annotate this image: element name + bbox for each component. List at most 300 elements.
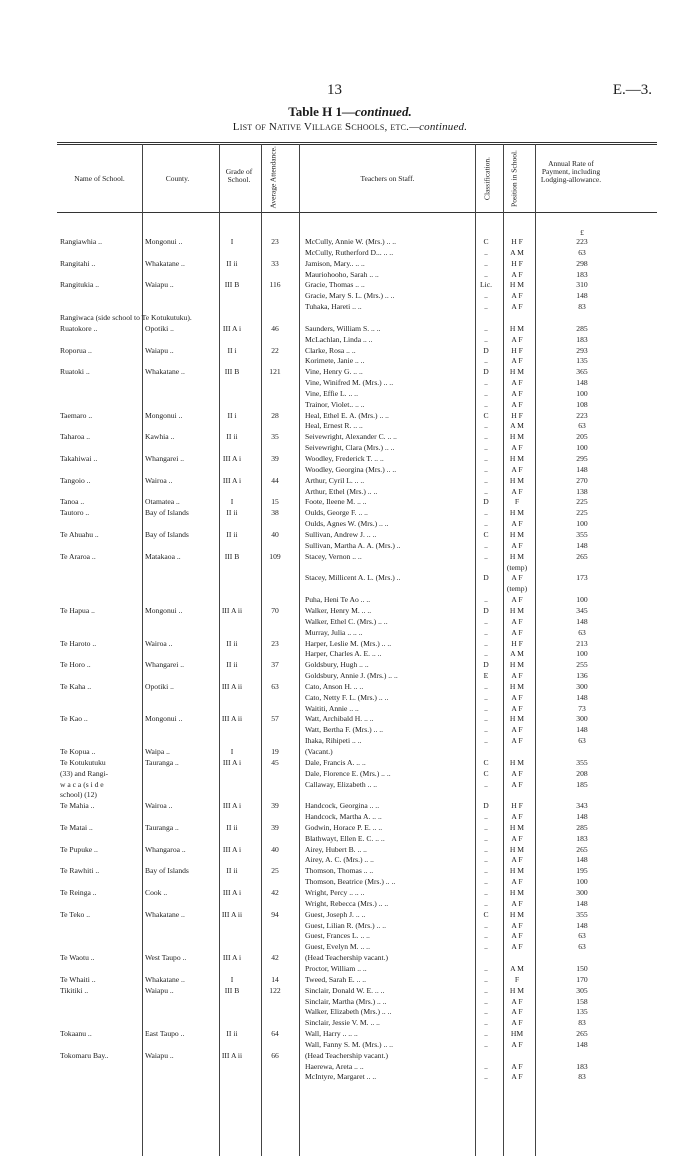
position: A F <box>511 486 523 496</box>
average-attendance: 44 <box>271 475 279 485</box>
table-row <box>57 606 657 615</box>
teacher-name: Wright, Percy .. .. .. <box>305 888 365 897</box>
school-name: Te Kao .. <box>60 714 88 724</box>
pay-unit: £ <box>580 228 584 237</box>
teacher-name: Seivewright, Alexander C. .. .. <box>305 432 397 442</box>
average-attendance: 94 <box>271 909 279 919</box>
teacher-name: Vine, Henry G. .. .. <box>305 367 363 377</box>
position: A M <box>510 963 524 973</box>
annual-payment: 183 <box>576 334 588 344</box>
teacher-name: Woodley, Frederick T. .. .. <box>305 454 384 463</box>
table-row <box>57 335 657 344</box>
school-name: Tautoro .. <box>60 508 90 518</box>
table-row <box>57 324 657 333</box>
school-name: Ruatoki .. <box>60 367 90 377</box>
grade: III A ii <box>221 714 243 724</box>
annual-payment: 135 <box>576 356 588 366</box>
position: H M <box>509 454 525 463</box>
table-row <box>57 964 657 973</box>
position: A F <box>511 920 523 930</box>
classification: .. <box>484 378 488 387</box>
county: Tauranga .. <box>145 822 179 832</box>
position: A F <box>511 1072 523 1082</box>
annual-payment: 225 <box>576 497 588 507</box>
position: A F <box>511 898 523 908</box>
classification: .. <box>484 703 488 713</box>
school-name: Taharoa .. <box>60 432 91 442</box>
classification: .. <box>484 877 488 887</box>
table-row <box>57 530 657 539</box>
teacher-name: Gracie, Mary S. L. (Mrs.) .. .. <box>305 291 395 301</box>
teacher-name: Airey, Hubert B. .. .. <box>305 844 367 854</box>
table-row <box>57 975 657 984</box>
annual-payment: 83 <box>578 1018 586 1028</box>
annual-payment: 185 <box>576 779 588 789</box>
table-row <box>57 682 657 691</box>
school-name: Taemaro .. <box>60 410 93 420</box>
classification: .. <box>484 302 488 312</box>
annual-payment: 265 <box>576 844 588 854</box>
position: A F <box>511 736 523 746</box>
grade: II ii <box>226 258 238 268</box>
annual-payment: 223 <box>576 237 588 246</box>
table-row <box>57 780 657 789</box>
teacher-name: Wall, Harry .. .. .. <box>305 1029 358 1038</box>
table-top-rule <box>57 142 657 143</box>
position: A F <box>511 692 523 702</box>
annual-payment: 300 <box>576 714 588 724</box>
teacher-name: Sinclair, Jessie V. M. .. .. <box>305 1018 380 1028</box>
classification: D <box>483 367 489 377</box>
annual-payment: 285 <box>576 323 588 333</box>
position: A F <box>511 464 523 474</box>
grade: III A ii <box>221 681 243 691</box>
classification: .. <box>484 443 488 453</box>
table-row <box>57 845 657 854</box>
page-number: 13 <box>327 82 342 98</box>
grade: III B <box>224 985 240 995</box>
classification: .. <box>484 714 488 724</box>
annual-payment: 100 <box>576 388 588 398</box>
classification: C <box>483 530 489 539</box>
teacher-name: Arthur, Cyril L. .. .. <box>305 475 365 485</box>
classification: .. <box>484 356 488 366</box>
grade: I <box>230 497 234 507</box>
annual-payment: 158 <box>576 996 588 1006</box>
position: H M <box>509 323 525 333</box>
teacher-name: Guest, Evelyn M. .. .. <box>305 942 370 952</box>
classification: .. <box>484 963 488 973</box>
school-name: Te Reinga .. <box>60 888 97 897</box>
school-name: Tanoa .. <box>60 497 85 507</box>
position: (temp) <box>506 584 528 594</box>
county: Waiapu .. <box>145 345 174 355</box>
teacher-name: Sinclair, Martha (Mrs.) .. .. <box>305 996 387 1006</box>
classification: .. <box>484 692 488 702</box>
classification: .. <box>484 595 488 604</box>
school-name: Tangoio .. <box>60 475 91 485</box>
grade: II i <box>227 410 237 420</box>
classification: .. <box>484 258 488 268</box>
annual-payment: 63 <box>578 931 586 941</box>
annual-payment: 183 <box>576 1061 588 1071</box>
county: Opotiki .. <box>145 681 174 691</box>
table-row <box>57 378 657 387</box>
header-attendance: Average Attendance. <box>268 146 278 209</box>
school-name: school) (12) <box>60 790 97 800</box>
table-row <box>57 888 657 897</box>
school-name: Te Araroa .. <box>60 551 96 561</box>
school-name: Te Waotu .. <box>60 953 95 963</box>
annual-payment: 138 <box>576 486 588 496</box>
table-row <box>57 1062 657 1071</box>
average-attendance: 57 <box>271 714 279 724</box>
annual-payment: 100 <box>576 649 588 659</box>
teacher-name: Clarke, Rosa .. .. <box>305 345 356 355</box>
school-name: Tokaanu .. <box>60 1029 92 1038</box>
annual-payment: 285 <box>576 822 588 832</box>
teacher-name: Murray, Julia .. .. .. <box>305 627 363 637</box>
teacher-name: Ihaka, Rihipeti .. .. <box>305 736 362 746</box>
grade: III A ii <box>221 909 243 919</box>
grade: II ii <box>226 638 238 648</box>
classification: C <box>483 410 489 420</box>
teacher-name: Guest, Frances L. .. .. <box>305 931 370 941</box>
annual-payment: 63 <box>578 942 586 952</box>
teacher-name: McLachlan, Linda .. .. <box>305 334 373 344</box>
school-name: Te Haroto .. <box>60 638 97 648</box>
grade: I <box>230 237 234 246</box>
header-position: Position in School. <box>509 150 519 207</box>
grade: I <box>230 747 234 756</box>
grade: II ii <box>226 1029 238 1038</box>
position: H M <box>509 985 525 995</box>
teacher-name: McCully, Rutherford D... .. .. <box>305 247 394 257</box>
annual-payment: 100 <box>576 595 588 604</box>
county: Mongonui .. <box>145 410 183 420</box>
position: H F <box>511 237 523 246</box>
annual-payment: 100 <box>576 519 588 529</box>
teacher-name: Oulds, George F. .. .. <box>305 508 368 518</box>
position: A F <box>511 1061 523 1071</box>
classification: .. <box>484 323 488 333</box>
grade: III A ii <box>221 605 243 615</box>
table-row <box>57 1072 657 1081</box>
table-row <box>57 877 657 886</box>
school-name: Tokomaru Bay.. <box>60 1050 109 1060</box>
teacher-name: McCully, Annie W. (Mrs.) .. .. <box>305 237 397 246</box>
annual-payment: 148 <box>576 1039 588 1049</box>
annual-payment: 170 <box>576 974 588 984</box>
table-row <box>57 1007 657 1016</box>
table-row <box>57 671 657 680</box>
position: F <box>514 974 520 984</box>
school-name: Te Mahia .. <box>60 801 95 811</box>
classification: .. <box>484 432 488 442</box>
position: H M <box>509 367 525 377</box>
table-row <box>57 714 657 723</box>
position: A F <box>511 627 523 637</box>
teacher-name: Blathwayt, Ellen E. C. .. .. <box>305 833 385 843</box>
table-subtitle <box>0 121 700 133</box>
annual-payment: 148 <box>576 378 588 387</box>
county: Whakatane .. <box>145 974 185 984</box>
table-row <box>57 617 657 626</box>
annual-payment: 225 <box>576 508 588 518</box>
annual-payment: 148 <box>576 812 588 821</box>
table-row <box>57 931 657 940</box>
table-row <box>57 270 657 279</box>
annual-payment: 148 <box>576 291 588 301</box>
position: H M <box>509 757 525 767</box>
classification: .. <box>484 833 488 843</box>
teacher-name: Dale, Florence E. (Mrs.) .. .. <box>305 768 391 778</box>
school-name: Te Kotukutuku <box>60 757 106 767</box>
annual-payment: 270 <box>576 475 588 485</box>
position: F <box>514 497 520 507</box>
classification: .. <box>484 812 488 821</box>
teacher-name: (Vacant.) <box>305 747 333 756</box>
header-grade: Grade of School. <box>225 167 253 184</box>
annual-payment: 136 <box>576 671 588 680</box>
classification: .. <box>484 475 488 485</box>
position: H F <box>511 410 523 420</box>
classification: .. <box>484 1039 488 1049</box>
average-attendance: 122 <box>269 985 281 995</box>
county: Whakatane .. <box>145 909 185 919</box>
position: A F <box>511 573 523 583</box>
classification: D <box>483 573 489 583</box>
school-name: Roporua .. <box>60 345 92 355</box>
teacher-name: Cato, Netty F. L. (Mrs.) .. .. <box>305 692 389 702</box>
classification: C <box>483 757 489 767</box>
table-row <box>57 476 657 485</box>
annual-payment: 265 <box>576 1029 588 1038</box>
annual-payment: 355 <box>576 757 588 767</box>
position: H M <box>509 714 525 724</box>
header-school: Name of School. <box>74 174 125 183</box>
average-attendance: 42 <box>271 953 279 963</box>
school-name: (33) and Rangi- <box>60 768 109 778</box>
position: HM <box>510 1029 524 1038</box>
classification: .. <box>484 454 488 463</box>
classification: .. <box>484 931 488 941</box>
position: A F <box>511 616 523 626</box>
annual-payment: 135 <box>576 1007 588 1017</box>
county: Whangarei .. <box>145 660 185 670</box>
table-row <box>57 519 657 528</box>
classification: .. <box>484 540 488 550</box>
annual-payment: 148 <box>576 540 588 550</box>
classification: .. <box>484 888 488 897</box>
classification: .. <box>484 508 488 518</box>
county: Otamatea .. <box>145 497 180 507</box>
average-attendance: 121 <box>269 367 281 377</box>
county: Matakaoa .. <box>145 551 181 561</box>
teacher-name: Haerewa, Areta .. .. <box>305 1061 364 1071</box>
position: A F <box>511 1007 523 1017</box>
grade: III B <box>224 551 240 561</box>
table-row <box>57 1018 657 1027</box>
position: A F <box>511 519 523 529</box>
classification: .. <box>484 1007 488 1017</box>
teacher-name: Sinclair, Donald W. E. .. .. <box>305 985 385 995</box>
teacher-name: Airey, A. C. (Mrs.) .. .. <box>305 855 374 865</box>
annual-payment: 100 <box>576 443 588 453</box>
table-row <box>57 237 657 246</box>
table-row <box>57 1051 657 1060</box>
table-row <box>57 497 657 506</box>
average-attendance: 109 <box>269 551 281 561</box>
table-row <box>57 812 657 821</box>
table-row <box>57 801 657 810</box>
annual-payment: 255 <box>576 660 588 670</box>
grade: III A i <box>222 888 242 897</box>
table-row <box>57 563 657 572</box>
annual-payment: 148 <box>576 898 588 908</box>
table-row <box>57 508 657 517</box>
annual-payment: 183 <box>576 833 588 843</box>
position: A F <box>511 833 523 843</box>
teacher-name: Vine, Effie L. .. .. <box>305 388 358 398</box>
teacher-name: Watt, Archibald H. .. .. <box>305 714 374 724</box>
teacher-name: Wright, Rebecca (Mrs.) .. .. <box>305 898 389 908</box>
county: Mongonui .. <box>145 714 183 724</box>
position: A M <box>510 649 524 659</box>
grade: II ii <box>226 660 238 670</box>
school-name: Te Hapua .. <box>60 605 95 615</box>
teacher-name: Gracie, Thomas .. .. <box>305 280 365 290</box>
school-name: Te Matai .. <box>60 822 93 832</box>
annual-payment: 63 <box>578 736 586 746</box>
table-row <box>57 1029 657 1038</box>
teacher-name: Handcock, Georgina .. .. <box>305 801 380 811</box>
teacher-name: Sullivan, Martha A. A. (Mrs.) .. <box>305 540 401 550</box>
table-row <box>57 769 657 778</box>
annual-payment: 345 <box>576 605 588 615</box>
grade: II ii <box>226 866 238 876</box>
classification: .. <box>484 638 488 648</box>
grade: III A i <box>222 953 242 963</box>
position: A F <box>511 302 523 312</box>
teacher-name: Jamison, Mary.. .. .. <box>305 258 365 268</box>
teacher-name: Walker, Elizabeth (Mrs.) .. .. <box>305 1007 392 1017</box>
teacher-name: Saunders, William S. .. .. <box>305 323 381 333</box>
table-row <box>57 465 657 474</box>
teacher-name: Seivewright, Clara (Mrs.) .. .. <box>305 443 395 453</box>
school-name: Te Teko .. <box>60 909 91 919</box>
table-row <box>57 997 657 1006</box>
position: H M <box>509 681 525 691</box>
average-attendance: 116 <box>269 280 281 290</box>
position: A F <box>511 779 523 789</box>
position: H M <box>509 866 525 876</box>
average-attendance: 14 <box>271 974 279 984</box>
table-row <box>57 248 657 257</box>
teacher-name: Walker, Henry M. .. .. <box>305 605 372 615</box>
classification: .. <box>484 974 488 984</box>
school-name: Rangitukia .. <box>60 280 100 290</box>
annual-payment: 343 <box>576 801 588 811</box>
county: Whakatane .. <box>145 258 185 268</box>
average-attendance: 63 <box>271 681 279 691</box>
annual-payment: 205 <box>576 432 588 442</box>
county: Waipa .. <box>145 747 170 756</box>
position: A F <box>511 334 523 344</box>
classification: D <box>483 345 489 355</box>
table-row <box>57 725 657 734</box>
annual-payment: 293 <box>576 345 588 355</box>
table-row <box>57 389 657 398</box>
annual-payment: 183 <box>576 269 588 279</box>
teacher-name: Vine, Winifred M. (Mrs.) .. .. <box>305 378 394 387</box>
county: Wairoa .. <box>145 475 173 485</box>
classification: .. <box>484 551 488 561</box>
table-row <box>57 649 657 658</box>
average-attendance: 35 <box>271 432 279 442</box>
annual-payment: 148 <box>576 692 588 702</box>
average-attendance: 64 <box>271 1029 279 1038</box>
table-row <box>57 313 657 322</box>
annual-payment: 148 <box>576 920 588 930</box>
county: Mongonui .. <box>145 237 183 246</box>
annual-payment: 365 <box>576 367 588 377</box>
teacher-name: Heal, Ethel E. A. (Mrs.) .. .. <box>305 410 389 420</box>
position: H F <box>511 345 523 355</box>
classification: .. <box>484 779 488 789</box>
table-row <box>57 942 657 951</box>
position: A F <box>511 443 523 453</box>
average-attendance: 39 <box>271 454 279 463</box>
average-attendance: 37 <box>271 660 279 670</box>
table-row <box>57 487 657 496</box>
average-attendance: 22 <box>271 345 279 355</box>
annual-payment: 355 <box>576 909 588 919</box>
school-name: Tikitiki .. <box>60 985 89 995</box>
table-row <box>57 552 657 561</box>
average-attendance: 66 <box>271 1050 279 1060</box>
table-row <box>57 660 657 669</box>
grade: III A i <box>222 844 242 854</box>
annual-payment: 300 <box>576 681 588 691</box>
average-attendance: 40 <box>271 844 279 854</box>
county: Opotiki .. <box>145 323 174 333</box>
teacher-name: Woodley, Georgina (Mrs.) .. .. <box>305 464 397 474</box>
classification: .. <box>484 898 488 908</box>
county: Bay of Islands <box>145 508 189 518</box>
position: A F <box>511 399 523 409</box>
school-name: Te Kopua .. <box>60 747 96 756</box>
classification: .. <box>484 996 488 1006</box>
table-row <box>57 573 657 582</box>
header-classification: Classification. <box>482 156 492 201</box>
annual-payment: 208 <box>576 768 588 778</box>
grade: III B <box>224 367 240 377</box>
page-reference: E.—3. <box>612 82 652 98</box>
position: A F <box>511 671 523 680</box>
annual-payment: 150 <box>576 963 588 973</box>
table-row <box>57 834 657 843</box>
table-row <box>57 899 657 908</box>
classification: .. <box>484 920 488 930</box>
school-name: Te Rawhiti .. <box>60 866 100 876</box>
annual-payment: 63 <box>578 421 586 431</box>
classification: .. <box>484 334 488 344</box>
table-row <box>57 421 657 430</box>
table-row <box>57 921 657 930</box>
teacher-name: Korimete, Janie .. .. <box>305 356 365 366</box>
classification: .. <box>484 399 488 409</box>
